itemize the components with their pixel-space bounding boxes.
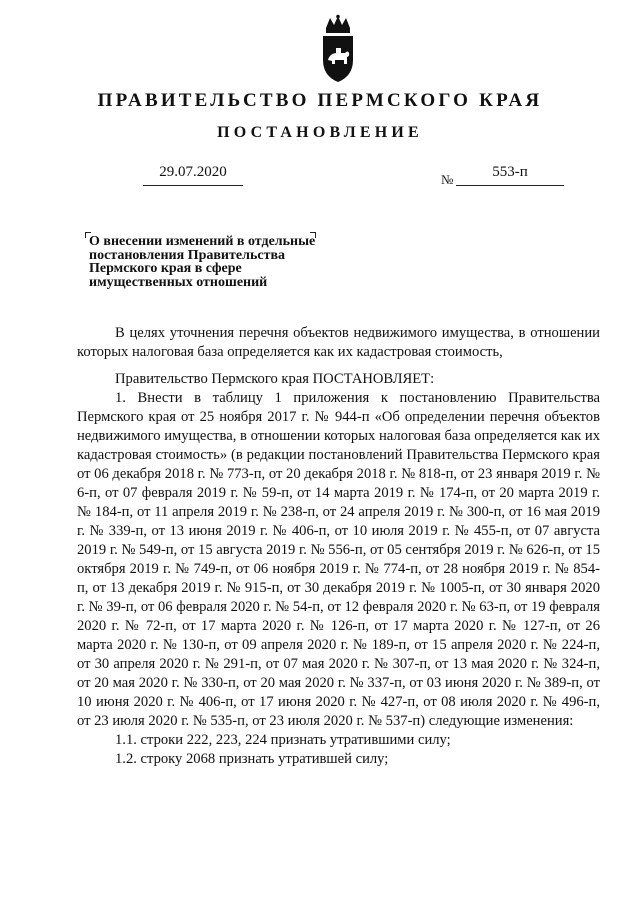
document-number: 553-п (456, 164, 564, 186)
subject-line: О внесении изменений в отдельные (89, 234, 316, 249)
item-1-2-paragraph: 1.2. строку 2068 признать утратившей силу; (115, 751, 389, 767)
subject-line: имущественных отношений (89, 274, 268, 290)
document-date: 29.07.2020 (143, 164, 243, 186)
government-title: ПРАВИТЕЛЬСТВО ПЕРМСКОГО КРАЯ (97, 90, 543, 111)
decree-paragraph: Правительство Пермского края ПОСТАНОВЛЯЕТ: (115, 371, 435, 387)
subject-line: постановления Правительства (89, 247, 285, 263)
subject-line: Пермского края в сфере (89, 261, 242, 277)
document-subject (89, 235, 349, 289)
item-1-paragraph: 1. Внести в таблицу 1 приложения к постановлению Правительства Пермского края от 25 ноября 2017 г. № 944-п «Об определении перечня объектов недвижимого имущества, в отношении которых налоговая база определяется как их кадастровая стоимость» (в редакции постановлений Правительства Пермского края от 06 декабря 2018 г. № 773-п, от 20 декабря 2018 г. № 818-п, от 23 января 2019 г. № 6-п, от 07 февраля 2019 г. № 59-п, от 14 марта 2019 г. № 174-п, от 20 марта 2019 г. № 184-п, от 11 апреля 2019 г. № 238-п, от 24 апреля 2019 г. № 300-п, от 16 мая 2019 г. № 339-п, от 13 июня 2019 г. № 406-п, от 10 июля 2019 г. № 455-п, от 07 августа 2019 г. № 549-п, от 15 августа 2019 г. № 556-п, от 05 сентября 2019 г. № 626-п, от 15 октября 2019 г. № 749-п, от 06 ноября 2019 г. № 774-п, от 28 ноября 2019 г. № 854-п, от 13 декабря 2019 г. № 915-п, от 30 декабря 2019 г. № 1005-п, от 30 января 2020 г. № 39-п, от 06 февраля 2020 г. № 54-п, от 12 февраля 2020 г. № 63-п, от 19 февраля 2020 г. № 72-п, от 17 марта 2020 г. № 126-п, от 17 марта 2020 г. № 127-п, от 26 марта 2020 г. № 130-п, от 09 апреля 2020 г. № 189-п, от 15 апреля 2020 г. № 224-п, от 30 апреля 2020 г. № 291-п, от 07 мая 2020 г. № 307-п, от 13 мая 2020 г. № 324-п, от 20 мая 2020 г. № 330-п, от 20 мая 2020 г. № 337-п, от 03 июня 2020 г. № 389-п, от 10 июня 2020 г. № 406-п, от 17 июня 2020 г. № 427-п, от 08 июля 2020 г. № 496-п, от 23 июля 2020 г. № 535-п, от 23 июля 2020 г. № 537-п) следующие изменения: (77, 390, 600, 729)
coat-of-arms-icon (317, 14, 359, 84)
item-1-1-paragraph: 1.1. строки 222, 223, 224 признать утратившими силу; (115, 732, 451, 748)
document-type: ПОСТАНОВЛЕНИЕ (217, 124, 423, 141)
intro-paragraph: В целях уточнения перечня объектов недвижимого имущества, в отношении которых налоговая база определяется как их кадастровая стоимость, (77, 325, 600, 360)
document-body (77, 324, 600, 769)
number-sign: № (441, 172, 454, 187)
